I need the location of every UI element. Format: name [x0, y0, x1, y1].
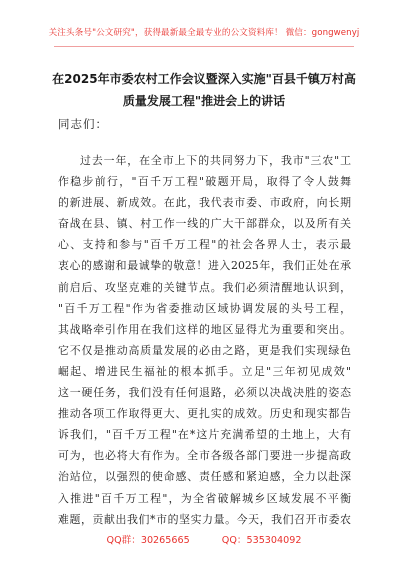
body-line: "百千万工程"作为省委推动区域协调发展的头号工程，: [58, 301, 351, 315]
body-line: 它不仅是推动高质量发展的必由之路，更是我们实现绿色: [58, 343, 351, 357]
title-line-1: 在2025年市委农村工作会议暨深入实施"百县千镇万村高: [52, 72, 356, 86]
body-line: 可为，也必将大有作为。全市各级各部门要进一步提高政: [58, 449, 351, 463]
body-line: 这一硬任务，我们没有任何退路，必须以决战决胜的姿态: [58, 386, 351, 400]
footer-contact: [0, 532, 408, 546]
title-line-2: 质量发展工程"推进会上的讲话: [122, 94, 286, 108]
body-line: 推动各项工作取得更大、更扎实的成效。历史和现实都告: [58, 407, 351, 421]
body-line: 前启后、攻坚克难的关键节点。我们必须清醒地认识到，: [58, 280, 351, 294]
body-line: 诉我们，"百千万工程"在*这片充满希望的土地上，大有: [58, 428, 351, 442]
body-line: 其战略牵引作用在我们这样的地区显得尤为重要和突出。: [58, 322, 351, 336]
salutation: 同志们：: [58, 117, 108, 131]
footer-qq-group: QQ群：30265665: [106, 535, 190, 546]
document-title: [40, 68, 368, 112]
body-line: 崛起、增进民生福祉的根本抓手。立足"三年初见成效": [58, 364, 351, 378]
header-divider: [54, 46, 354, 47]
body-line: 治站位，以强烈的使命感、责任感和紧迫感，全力以赴深: [58, 470, 351, 484]
header-banner: 关注头条号"公文研究"，获得最新最全最专业的公文资料库！ 微信：gongwenyj: [48, 28, 360, 38]
footer-qq: QQ：535304092: [221, 535, 302, 546]
body-paragraph: [58, 150, 351, 530]
body-line: 奋战在县、镇、村工作一线的广大干部群众，以及所有关: [58, 217, 351, 231]
body-line: 衷心的感谢和最诚挚的敬意！进入2025年，我们正处在承: [58, 259, 351, 273]
body-line: 难题，贡献出我们*市的坚实力量。今天，我们召开市委农: [58, 512, 351, 526]
body-line: 过去一年，在全市上下的共同努力下，我市"三农"工: [80, 154, 351, 167]
body-line: 作稳步前行，"百千万工程"破题开局，取得了令人鼓舞: [58, 175, 351, 189]
body-line: 心、支持和参与"百千万工程"的社会各界人士，表示最: [58, 238, 351, 252]
body-line: 的新进展、新成效。在此，我代表市委、市政府，向长期: [58, 196, 351, 210]
body-line: 入推进"百千万工程"，为全省破解城乡区域发展不平衡: [58, 491, 351, 505]
